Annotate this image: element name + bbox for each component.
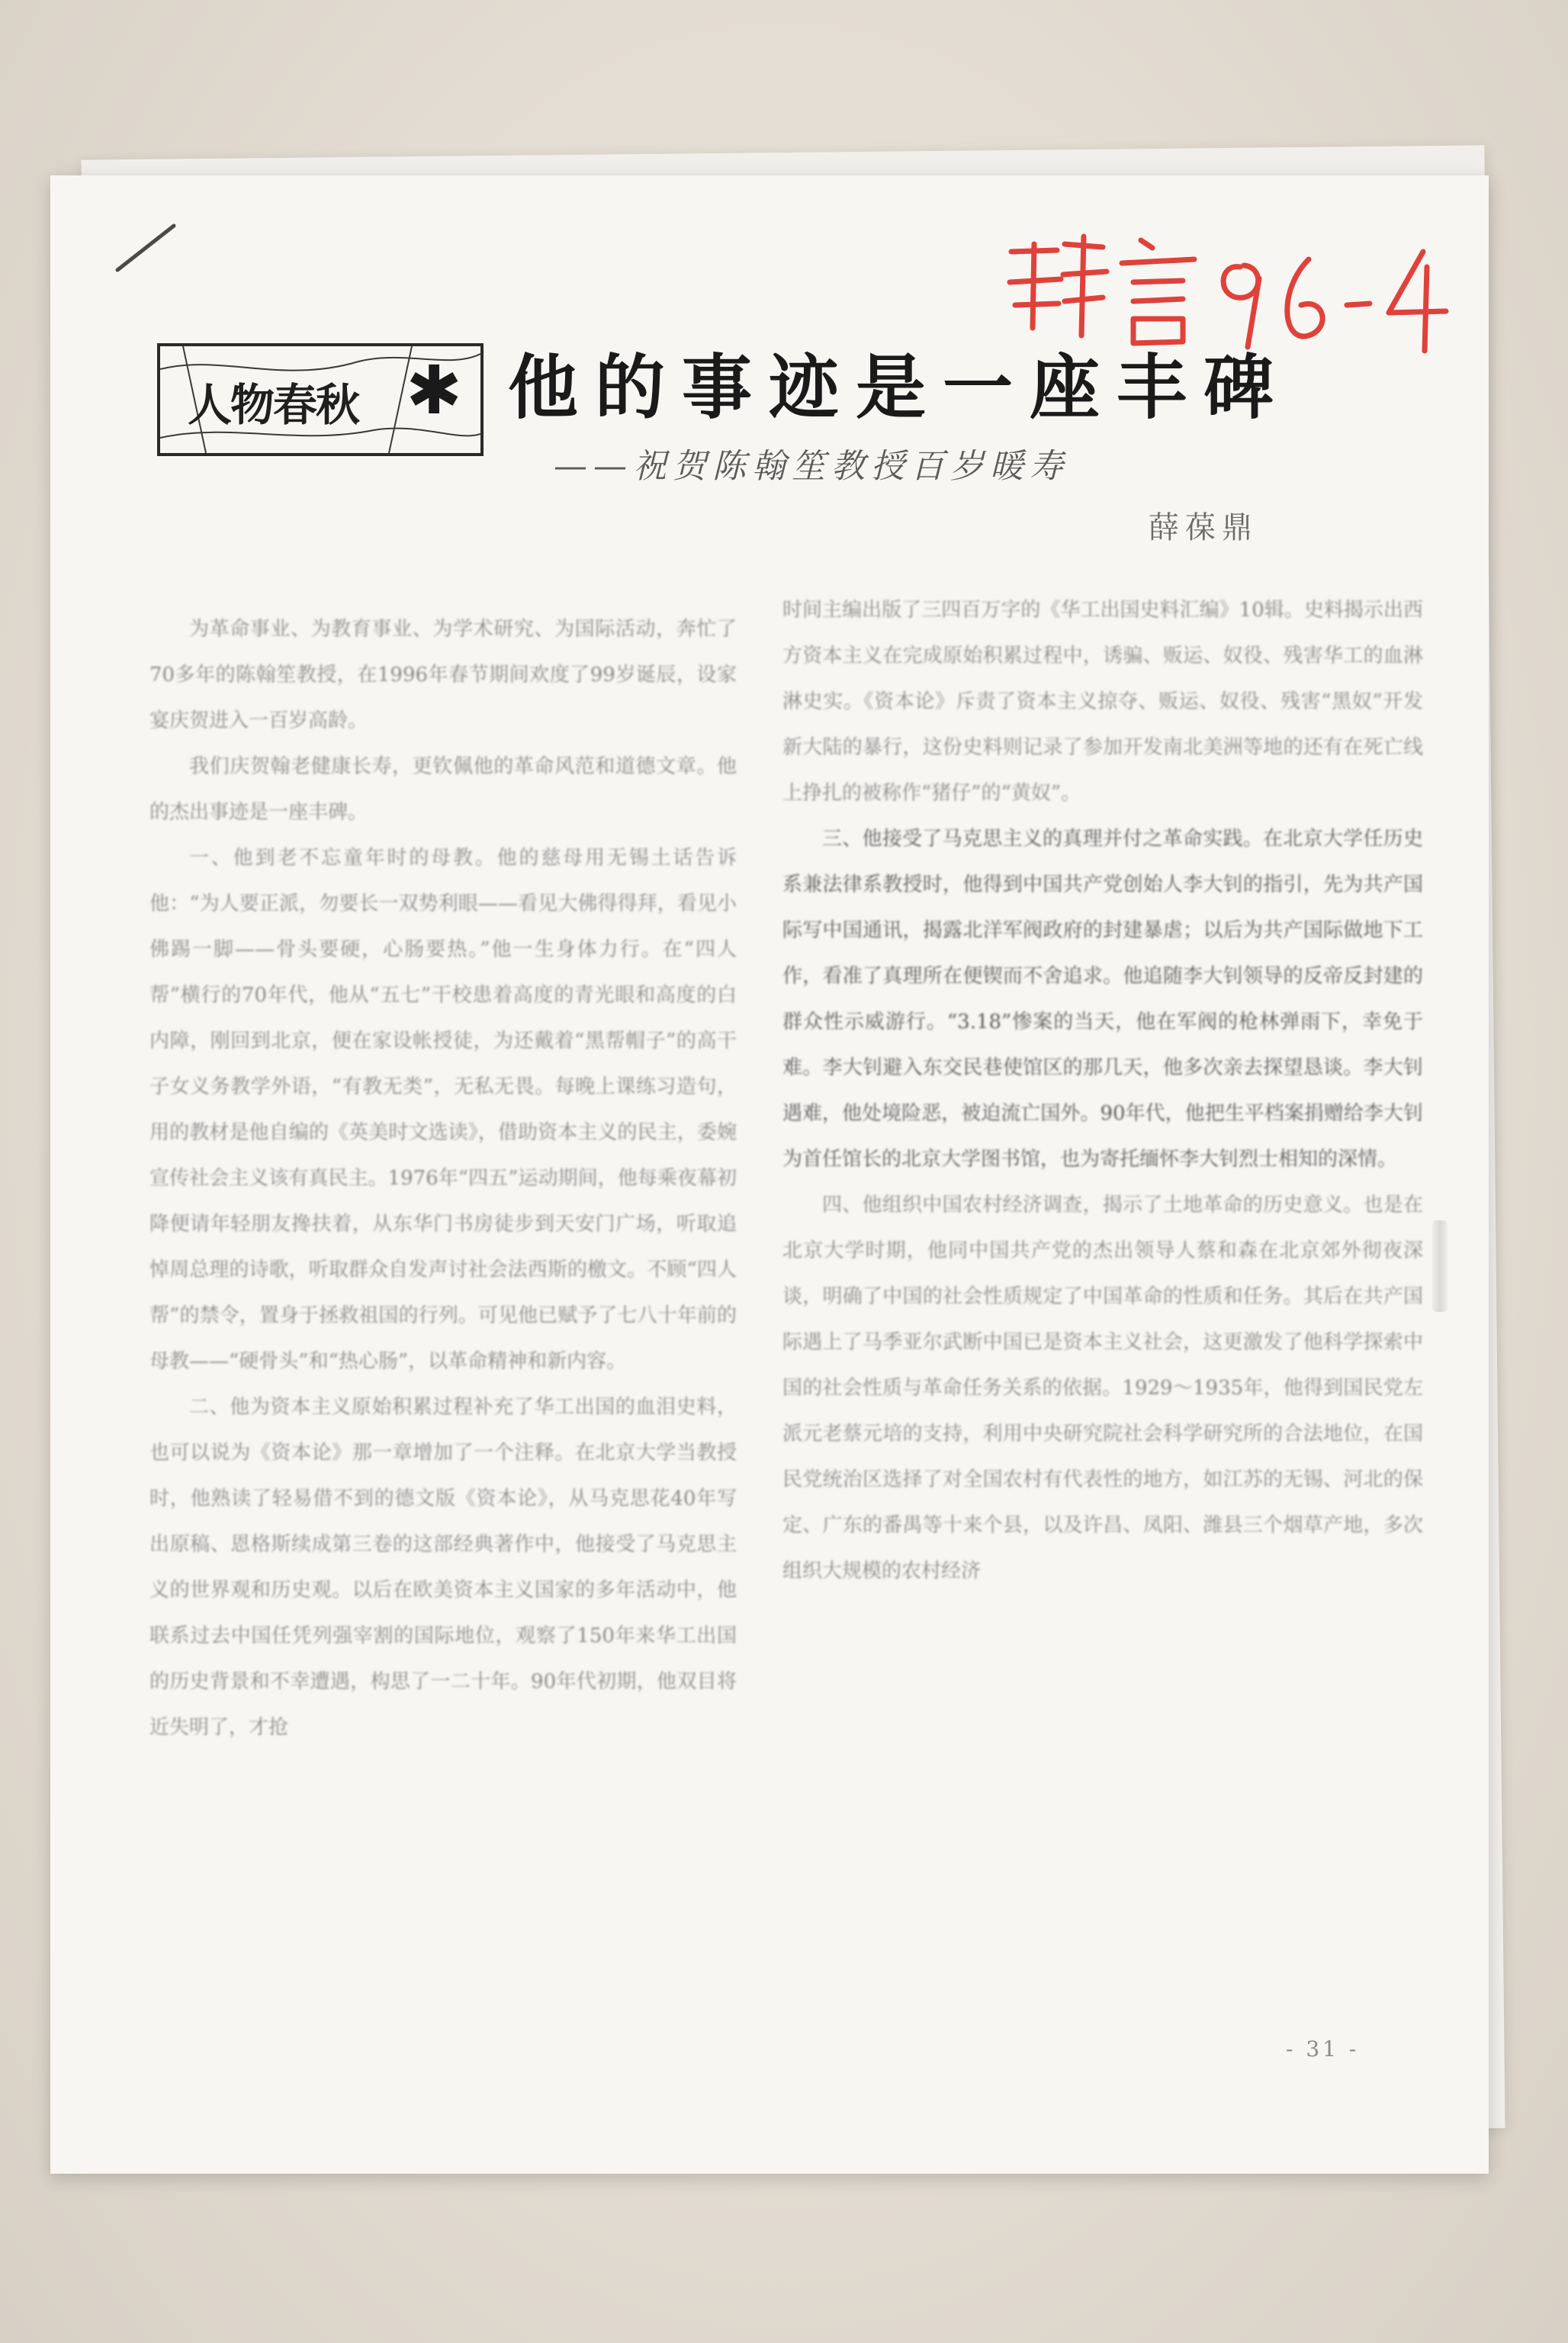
paragraph: 为革命事业、为教育事业、为学术研究、为国际活动，奔忙了70多年的陈翰笙教授，在1996年春节期间欢度了99岁诞辰，设家宴庆贺进入一百岁高龄。: [149, 618, 737, 732]
pencil-mark: [111, 221, 180, 275]
paragraph: 时间主编出版了三四百万字的《华工出国史料汇编》10辑。史料揭示出西方资本主义在完成原始积累过程中，诱骗、贩运、奴役、残害华工的血淋淋史实。《资本论》斥责了资本主义掠夺、贩运、奴役、残害“黑奴”开发新大陆的暴行，这份史料则记录了参加开发南北美洲等地的还有在死亡线上挣扎的被称作“猪仔”的“黄奴”。: [782, 599, 1423, 805]
asterisk-icon: ✱: [406, 351, 462, 429]
paragraph: 二、他为资本主义原始积累过程补充了华工出国的血泪史料，也可以说为《资本论》那一章增加了一个注释。在北京大学当教授时，他熟读了轻易借不到的德文版《资本论》，从马克思花40年写出原稿、恩格斯续成第三卷的这部经典著作中，他接受了马克思主义的世界观和历史观。以后在欧美资本主义国家的多年活动中，他联系过去中国任凭列强宰割的国际地位，观察了150年来华工出国的历史背景和不幸遭遇，构思了一二十年。90年代初期，他双目将近失明了，才抢: [149, 1396, 737, 1739]
article-subtitle: ——祝贺陈翰笙教授百岁暖寿: [554, 447, 1069, 486]
magazine-page: [50, 175, 1489, 2174]
page-smudge: [1432, 1220, 1448, 1312]
page-number: - 31 -: [1286, 2036, 1360, 2062]
paragraph: 三、他接受了马克思主义的真理并付之革命实践。在北京大学任历史系兼法律系教授时，他得到中国共产党创始人李大钊的指引，先为共产国际写中国通讯，揭露北洋军阀政府的封建暴虐；以后为共产国际做地下工作，看准了真理所在便锲而不舍追求。他追随李大钊领导的反帝反封建的群众性示威游行。“3.18”惨案的当天，他在军阀的枪林弹雨下，幸免于难。李大钊避入东交民巷使馆区的那几天，他多次亲去探望恳谈。李大钊遇难，他处境险恶，被迫流亡国外。90年代，他把生平档案捐赠给李大钊为首任馆长的北京大学图书馆，也为寄托缅怀李大钊烈士相知的深情。: [782, 828, 1423, 1171]
column-banner: [157, 343, 484, 456]
column-label: 人物春秋: [188, 379, 359, 431]
paragraph: 我们庆贺翰老健康长寿，更钦佩他的革命风范和道德文章。他的杰出事迹是一座丰碑。: [149, 755, 737, 824]
body-column-right: [782, 587, 1423, 1594]
paragraph: 四、他组织中国农村经济调查，揭示了土地革命的历史意义。也是在北京大学时期，他同中国共产党的杰出领导人蔡和森在北京郊外彻夜深谈，明确了中国的社会性质规定了中国革命的性质和任务。其后在共产国际遇上了马季亚尔武断中国已是资本主义社会，这更激发了他科学探索中国的社会性质与革命任务关系的依据。1929～1935年，他得到国民党左派元老蔡元培的支持，利用中央研究院社会科学研究所的合法地位，在国民党统治区选择了对全国农村有代表性的地方，如江苏的无锡、河北的保定、广东的番禺等十来个县，以及许昌、凤阳、潍县三个烟草产地，多次组织大规模的农村经济: [782, 1194, 1423, 1583]
body-column-left: [149, 606, 737, 1750]
article-title: 他的事迹是一座丰碑: [508, 346, 1291, 429]
author-name: 薛葆鼎: [1149, 510, 1258, 545]
paragraph: 一、他到老不忘童年时的母教。他的慈母用无锡土话告诉他：“为人要正派，勿要长一双势利眼——看见大佛得得拜，看见小佛踢一脚——骨头要硬，心肠要热。”他一生身体力行。在“四人帮”横行的70年代，他从“五七”干校患着高度的青光眼和高度的白内障，刚回到北京，便在家设帐授徒，为还戴着“黑帮帽子”的高干子女义务教学外语，“有教无类”，无私无畏。每晚上课练习造句，用的教材是他自编的《英美时文选读》，借助资本主义的民主，委婉宣传社会主义该有真民主。1976年“四五”运动期间，他每乘夜幕初降便请年轻朋友搀扶着，从东华门书房徒步到天安门广场，听取追悼周总理的诗歌，听取群众自发声讨社会法西斯的檄文。不顾“四人帮”的禁令，置身于拯救祖国的行列。可见他已赋予了七八十年前的母教——“硬骨头”和“热心肠”，以革命精神和新内容。: [149, 847, 737, 1373]
